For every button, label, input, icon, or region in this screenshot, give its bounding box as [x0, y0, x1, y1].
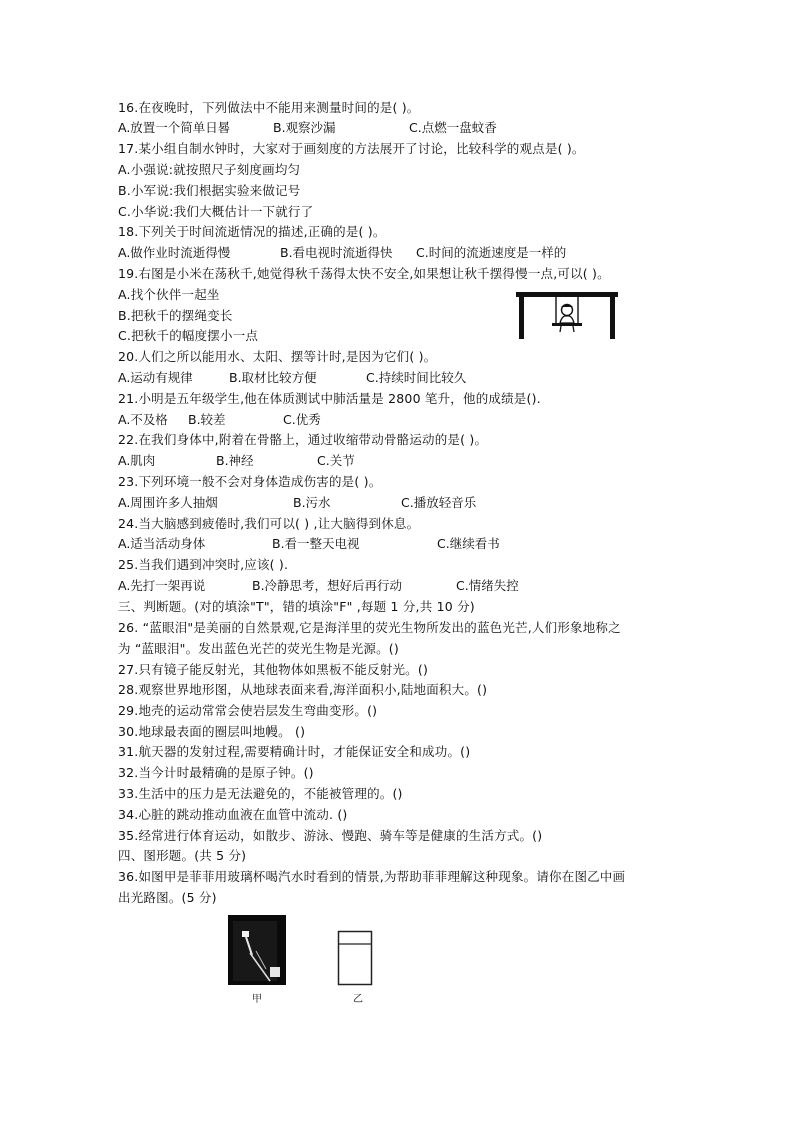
q23-stem: 23.下列环境一般不会对身体造成伤害的是( )。 [118, 474, 382, 489]
q25-option-b: B.冷静思考，想好后再行动 [252, 578, 403, 593]
q19-option-c: C.把秋千的幅度摆小一点 [118, 328, 259, 343]
q34: 34.心脏的跳动推动血液在血管中流动. () [118, 807, 348, 822]
q20-option-b: B.取材比较方便 [229, 370, 317, 385]
figure-yi-glass [337, 930, 373, 986]
q25-option-a: A.先打一架再说 [118, 578, 206, 593]
q29: 29.地壳的运动常常会使岩层发生弯曲变形。() [118, 703, 378, 718]
q22-option-b: B.神经 [216, 453, 254, 468]
q36-line-2: 出光路图。(5 分) [118, 890, 217, 905]
q31: 31.航天器的发射过程,需要精确计时，才能保证安全和成功。() [118, 744, 471, 759]
q22-option-c: C.关节 [317, 453, 355, 468]
q32: 32.当今计时最精确的是原子钟。() [118, 765, 314, 780]
section-3-heading: 三、判断题。(对的填涂"T"，错的填涂"F" ,每题 1 分,共 10 分) [118, 599, 475, 614]
q17-option-c: C.小华说:我们大概估计一下就行了 [118, 204, 314, 219]
section-4-heading: 四、图形题。(共 5 分) [118, 848, 247, 863]
q24-option-a: A.适当活动身体 [118, 536, 206, 551]
q16-option-c: C.点燃一盘蚊香 [409, 120, 497, 135]
q18-option-c: C.时间的流逝速度是一样的 [416, 245, 567, 260]
q24-option-b: B.看一整天电视 [272, 536, 360, 551]
q16-option-a: A.放置一个简单日晷 [118, 120, 231, 135]
q16-stem: 16.在夜晚时，下列做法中不能用来测量时间的是( )。 [118, 100, 420, 115]
q19-option-b: B.把秋千的摆绳变长 [118, 308, 233, 323]
q26-line-1: 26. “蓝眼泪"是美丽的自然景观,它是海洋里的荧光生物所发出的蓝色光芒,人们形象地称之 [118, 620, 621, 635]
q18-option-b: B.看电视时流逝得快 [280, 245, 393, 260]
figure-jia-caption: 甲 [252, 994, 262, 1005]
q23-option-a: A.周围许多人抽烟 [118, 495, 218, 510]
q22-stem: 22.在我们身体中,附着在骨骼上，通过收缩带动骨骼运动的是( )。 [118, 432, 488, 447]
q27: 27.只有镜子能反射光，其他物体如黑板不能反射光。() [118, 662, 429, 677]
q26-line-2: 为 “蓝眼泪"。发出蓝色光芒的荧光生物是光源。() [118, 641, 399, 656]
q21-option-b: B.较差 [188, 412, 226, 427]
swing-figure [516, 292, 618, 340]
q21-option-a: A.不及格 [118, 412, 168, 427]
q25-stem: 25.当我们遇到冲突时,应该( ). [118, 557, 289, 572]
q20-option-a: A.运动有规律 [118, 370, 193, 385]
q17-option-a: A.小强说:就按照尺子刻度画均匀 [118, 162, 301, 177]
q21-stem: 21.小明是五年级学生,他在体质测试中肺活量是 2800 笔升，他的成绩是(). [118, 391, 541, 406]
q36-line-1: 36.如图甲是菲菲用玻璃杯喝汽水时看到的情景,为帮助菲菲理解这种现象。请你在图乙中画 [118, 869, 626, 884]
q18-stem: 18.下列关于时间流逝情况的描述,正确的是( )。 [118, 224, 386, 239]
q16-option-b: B.观察沙漏 [273, 120, 336, 135]
q28: 28.观察世界地形图，从地球表面来看,海洋面积小,陆地面积大。() [118, 682, 488, 697]
q20-option-c: C.持续时间比较久 [366, 370, 467, 385]
q24-stem: 24.当大脑感到疲倦时,我们可以( ) ,让大脑得到休息。 [118, 516, 420, 531]
q22-option-a: A.肌肉 [118, 453, 156, 468]
q35: 35.经常进行体育运动，如散步、游泳、慢跑、骑车等是健康的生活方式。() [118, 828, 543, 843]
q30: 30.地球最表面的圈层叫地幔。 () [118, 724, 306, 739]
q17-stem: 17.某小组自制水钟时，大家对于画刻度的方法展开了讨论，比较科学的观点是( )。 [118, 141, 585, 156]
q17-option-b: B.小军说:我们根据实验来做记号 [118, 183, 301, 198]
figure-jia-photo [228, 915, 286, 985]
q24-option-c: C.继续看书 [437, 536, 500, 551]
q19-option-a: A.找个伙伴一起坐 [118, 287, 220, 302]
q19-stem: 19.右图是小米在荡秋千,她觉得秋千荡得太快不安全,如果想让秋千摆得慢一点,可以( )。 [118, 266, 610, 281]
figure-yi-caption: 乙 [353, 994, 363, 1005]
q23-option-b: B.污水 [293, 495, 331, 510]
q20-stem: 20.人们之所以能用水、太阳、摆等计时,是因为它们( )。 [118, 349, 437, 364]
q33: 33.生活中的压力是无法避免的，不能被管理的。() [118, 786, 403, 801]
q21-option-c: C.优秀 [283, 412, 321, 427]
q23-option-c: C.播放轻音乐 [401, 495, 477, 510]
q18-option-a: A.做作业时流逝得慢 [118, 245, 231, 260]
q25-option-c: C.情绪失控 [456, 578, 519, 593]
